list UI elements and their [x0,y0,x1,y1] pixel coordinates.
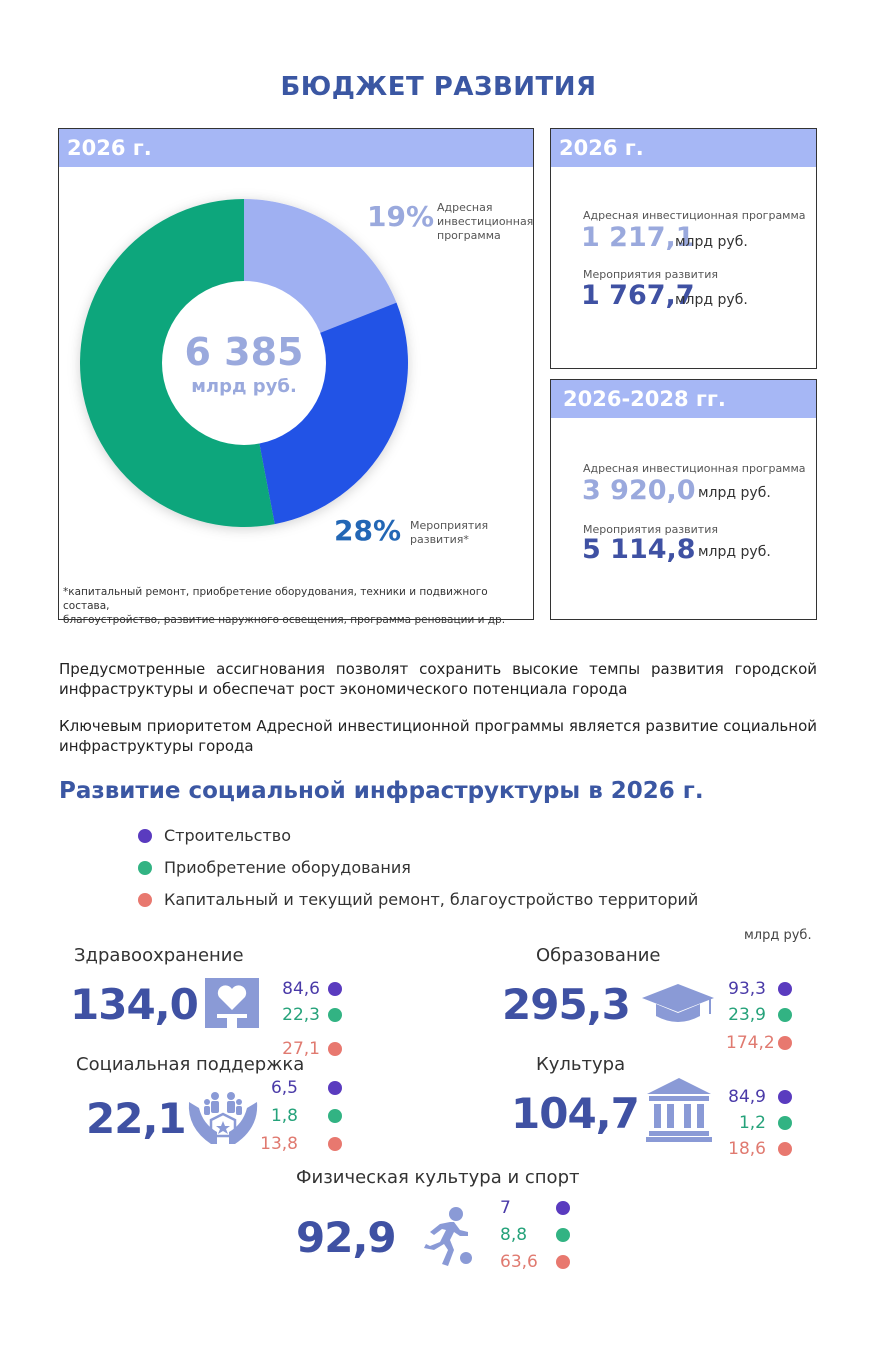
paragraph-2: Ключевым приоритетом Адресной инвестиционной программы является развитие социальной инфраструктуры города [59,717,817,755]
culture-construction: 84,9 [728,1087,766,1107]
football-player-icon [420,1206,476,1268]
legend-equipment: Приобретение оборудования [138,858,411,877]
dot [328,1137,342,1151]
education-name: Образование [536,945,661,966]
culture-total: 104,7 [511,1089,639,1138]
dot [778,1142,792,1156]
page-title: БЮДЖЕТ РАЗВИТИЯ [280,72,597,102]
donut-total-unit: млрд руб. [191,376,297,397]
panel-2026 [550,128,817,369]
support-total: 22,1 [86,1094,186,1143]
dev-unit: млрд руб. [698,544,771,560]
dot [328,1081,342,1095]
dot [556,1255,570,1269]
social-section-title: Развитие социальной инфраструктуры в 2026 г. [59,778,704,804]
health-total: 134,0 [70,980,198,1029]
sport-repair: 63,6 [500,1252,538,1272]
dot [328,1042,342,1056]
panel-2026-2028-header: 2026-2028 гг. [551,380,816,418]
sport-name: Физическая культура и спорт [296,1167,580,1188]
panel-2026-2028 [550,379,817,620]
support-name: Социальная поддержка [76,1054,305,1075]
education-total: 295,3 [502,980,630,1029]
sport-values [500,1194,570,1276]
support-construction: 6,5 [270,1078,298,1098]
culture-values [726,1084,792,1162]
dev-unit: млрд руб. [675,292,748,308]
repair-dot [138,893,152,907]
dot [328,1109,342,1123]
aip-unit: млрд руб. [675,234,748,250]
dot [778,1036,792,1050]
education-construction: 93,3 [728,979,766,999]
dot [778,982,792,996]
dot [778,1090,792,1104]
unit-label: млрд руб. [744,928,812,943]
dev-value: 1 767,7 [581,280,695,311]
aip-label: Адресная инвестиционная программа [583,209,806,222]
footnote: *капитальный ремонт, приобретение оборудования, техники и подвижного состава, благоустройство, развитие наружного освещения, программа реновации и др. [63,586,506,626]
dot [328,1008,342,1022]
construction-dot [138,829,152,843]
education-equipment: 23,9 [728,1005,766,1025]
legend-repair: Капитальный и текущий ремонт, благоустройство территорий [138,890,698,909]
dev-label: Мероприятия развития [583,523,718,536]
dot [556,1201,570,1215]
slice-dev-label: Мероприятия развития* [410,519,489,546]
legend-construction: Строительство [138,826,291,845]
dot [778,1008,792,1022]
dev-value: 5 114,8 [582,534,696,565]
education-values [726,976,792,1058]
health-name: Здравоохранение [74,945,244,966]
sport-total: 92,9 [296,1213,396,1262]
dev-label: Мероприятия развития [583,268,718,281]
equipment-dot [138,861,152,875]
education-repair: 174,2 [726,1033,775,1053]
aip-unit: млрд руб. [698,485,771,501]
health-equipment: 22,3 [282,1005,320,1025]
slice-dev-percent: 28% [334,514,402,547]
donut-total-value: 6 385 [184,330,304,374]
aip-value: 1 217,1 [581,222,695,253]
support-repair: 13,8 [260,1134,298,1154]
dot [556,1228,570,1242]
health-construction: 84,6 [282,979,320,999]
panel-year-header: 2026 г. [59,129,533,167]
graduation-cap-icon [640,982,716,1026]
culture-name: Культура [536,1054,626,1075]
slice-aip-percent: 19% [367,200,435,233]
dot [328,982,342,996]
family-hands-icon [185,1088,261,1146]
support-values [258,1074,342,1158]
panel-2026-header: 2026 г. [551,129,816,167]
sport-equipment: 8,8 [500,1225,528,1245]
dot [778,1116,792,1130]
health-repair: 27,1 [282,1039,320,1059]
slice-aip-label: Адресная инвестиционная программа [437,201,534,242]
sport-construction: 7 [500,1198,511,1218]
paragraph-1: Предусмотренные ассигнования позволят сохранить высокие темпы развития городской инфраструктуры и обеспечат рост экономического потенциала города [59,660,817,698]
hospital-icon [203,976,261,1030]
health-values [280,976,342,1066]
support-equipment: 1,8 [270,1106,298,1126]
culture-repair: 18,6 [728,1139,766,1159]
museum-icon [645,1076,713,1142]
aip-label: Адресная инвестиционная программа [583,462,806,475]
aip-value: 3 920,0 [582,475,696,506]
culture-equipment: 1,2 [738,1113,766,1133]
